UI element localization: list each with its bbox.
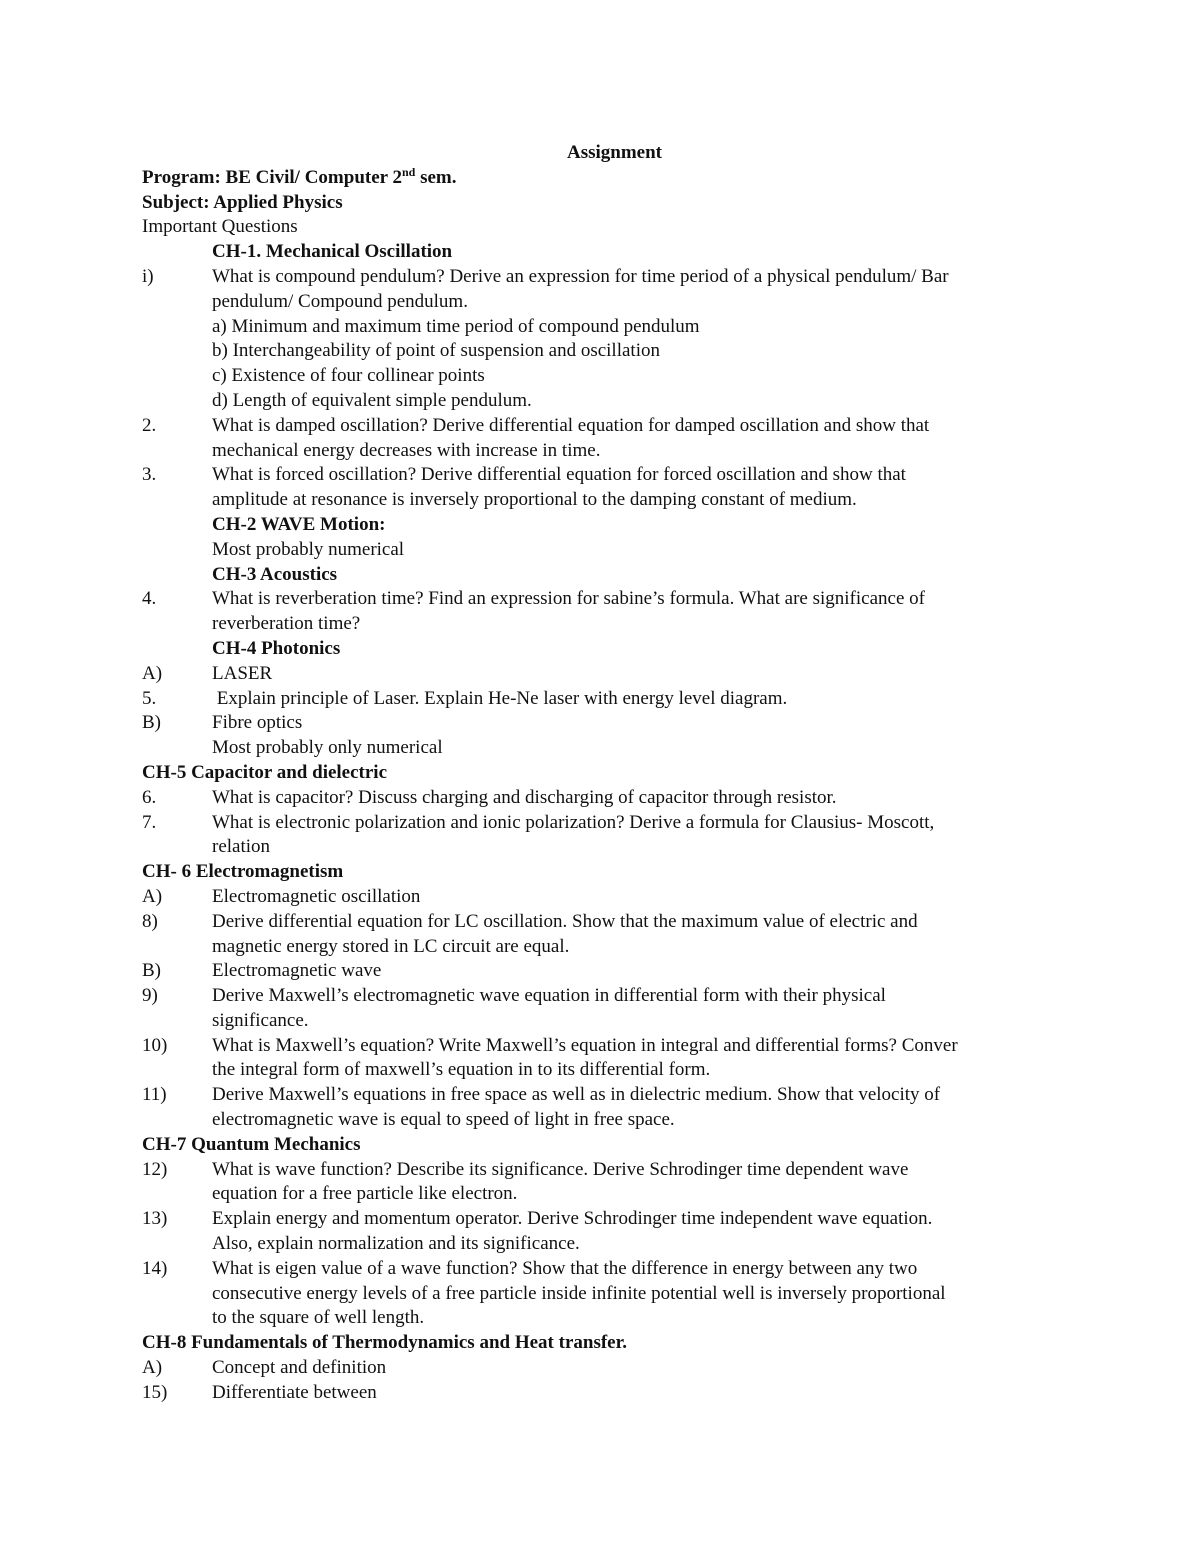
question-9 [142,984,1072,1009]
question-text: Derive differential equation for LC oscillation. Show that the maximum value of electric and [212,910,918,932]
chapter-heading-8: CH-8 Fundamentals of Thermodynamics and Heat transfer. [142,1332,628,1354]
question-3-continued: amplitude at resonance is inversely proportional to the damping constant of medium. [212,489,857,511]
question-text: Explain principle of Laser. Explain He-Ne laser with energy level diagram. [212,687,788,709]
question-13-continued: Also, explain normalization and its significance. [212,1233,580,1255]
question-4-continued: reverberation time? [212,613,361,635]
question-number: 11) [142,1084,167,1106]
subpoint-c: c) Existence of four collinear points [212,365,485,387]
program-superscript: nd [402,164,416,179]
chapter-heading-2: CH-2 WAVE Motion: [212,513,386,535]
document-title: Assignment [566,142,662,163]
question-9-continued: significance. [212,1009,309,1031]
question-text: Differentiate between [212,1381,377,1403]
question-number: 15) [142,1381,168,1403]
section-letter: A) [142,1357,163,1379]
question-text: What is capacitor? Discuss charging and discharging of capacitor through resistor. [212,786,837,808]
section-letter: A) [142,662,163,684]
section-em-wave [142,959,1072,984]
subpoint-d: d) Length of equivalent simple pendulum. [212,389,532,411]
question-text: What is forced oscillation? Derive differential equation for forced oscillation and show that [212,464,906,486]
question-text: What is wave function? Describe its significance. Derive Schrodinger time dependent wave [212,1158,909,1180]
question-number: 3. [142,464,157,486]
section-em-oscillation [142,885,1072,910]
section-title: LASER [212,662,273,684]
chapter-heading-1: CH-1. Mechanical Oscillation [212,241,453,263]
chapter-heading-3: CH-3 Acoustics [212,563,338,585]
question-text: Derive Maxwell’s electromagnetic wave equation in differential form with their physical [212,985,886,1007]
question-number: 7. [142,811,157,833]
question-10 [142,1034,1072,1059]
question-text: Derive Maxwell’s equations in free space as well as in dielectric medium. Show that velocity of [212,1084,941,1106]
question-number: 9) [142,985,158,1007]
section-letter: B) [142,960,161,982]
chapter-2-note: Most probably numerical [212,538,405,560]
question-14 [142,1257,1072,1282]
question-text: What is damped oscillation? Derive differential equation for damped oscillation and show that [212,414,930,436]
question-5 [142,687,1072,712]
chapter-heading-4: CH-4 Photonics [212,637,341,659]
question-10-continued: the integral form of maxwell’s equation in to its differential form. [212,1059,711,1081]
question-text: What is eigen value of a wave function? Show that the difference in energy between any two [212,1257,918,1279]
program-line [142,166,1072,191]
question-number: 14) [142,1257,168,1279]
question-11 [142,1083,1072,1108]
chapter-heading-7: CH-7 Quantum Mechanics [142,1133,361,1155]
question-8 [142,910,1072,935]
question-number: i) [142,265,154,287]
question-text: What is compound pendulum? Derive an expression for time period of a physical pendulum/ Bar [212,265,949,287]
subpoint-a: a) Minimum and maximum time period of compound pendulum [212,315,700,337]
section-title: Fibre optics [212,712,303,734]
question-14-continued: consecutive energy levels of a free particle inside infinite potential well is inversely proportional [212,1282,946,1304]
question-3 [142,463,1072,488]
chapter-heading-5: CH-5 Capacitor and dielectric [142,761,388,783]
question-2 [142,414,1072,439]
program-tail: sem. [415,166,457,188]
question-number: 10) [142,1034,168,1056]
section-fibre-optics [142,711,1072,736]
section-title: Concept and definition [212,1357,387,1379]
question-text: What is electronic polarization and ionic polarization? Derive a formula for Clausius- Moscott, [212,811,935,833]
question-number: 6. [142,786,157,808]
question-number: 12) [142,1158,168,1180]
question-2-continued: mechanical energy decreases with increase in time. [212,439,601,461]
question-number: 13) [142,1208,168,1230]
section-laser [142,662,1072,687]
question-number: 2. [142,414,157,436]
question-text: What is Maxwell’s equation? Write Maxwell’s equation in integral and differential forms? Conver [212,1034,958,1056]
question-11-continued: electromagnetic wave is equal to speed of light in free space. [212,1109,675,1131]
intro-line: Important Questions [142,216,298,238]
question-7 [142,811,1072,836]
question-1 [142,265,1072,290]
chapter-heading-6: CH- 6 Electromagnetism [142,861,344,883]
question-text: What is reverberation time? Find an expression for sabine’s formula. What are significance of [212,588,925,610]
section-letter: A) [142,885,163,907]
question-15 [142,1381,1072,1406]
question-8-continued: magnetic energy stored in LC circuit are equal. [212,935,570,957]
question-14-continued: to the square of well length. [212,1307,425,1329]
section-letter: B) [142,712,161,734]
question-12 [142,1158,1072,1183]
question-4 [142,587,1072,612]
program-label: Program: BE Civil/ Computer 2 [142,166,402,188]
assignment-content [142,141,1072,1406]
question-number: 5. [142,687,157,709]
section-concept [142,1356,1072,1381]
subpoint-b: b) Interchangeability of point of suspension and oscillation [212,340,660,362]
question-1-continued: pendulum/ Compound pendulum. [212,290,468,312]
question-text: Explain energy and momentum operator. Derive Schrodinger time independent wave equation. [212,1208,933,1230]
question-13 [142,1207,1072,1232]
subject-line: Subject: Applied Physics [142,191,343,213]
section-title: Electromagnetic wave [212,960,382,982]
question-number: 8) [142,910,158,932]
question-number: 4. [142,588,157,610]
question-7-continued: relation [212,836,271,858]
section-title: Electromagnetic oscillation [212,885,421,907]
question-12-continued: equation for a free particle like electron. [212,1183,518,1205]
chapter-4-note: Most probably only numerical [212,737,443,759]
question-6 [142,786,1072,811]
